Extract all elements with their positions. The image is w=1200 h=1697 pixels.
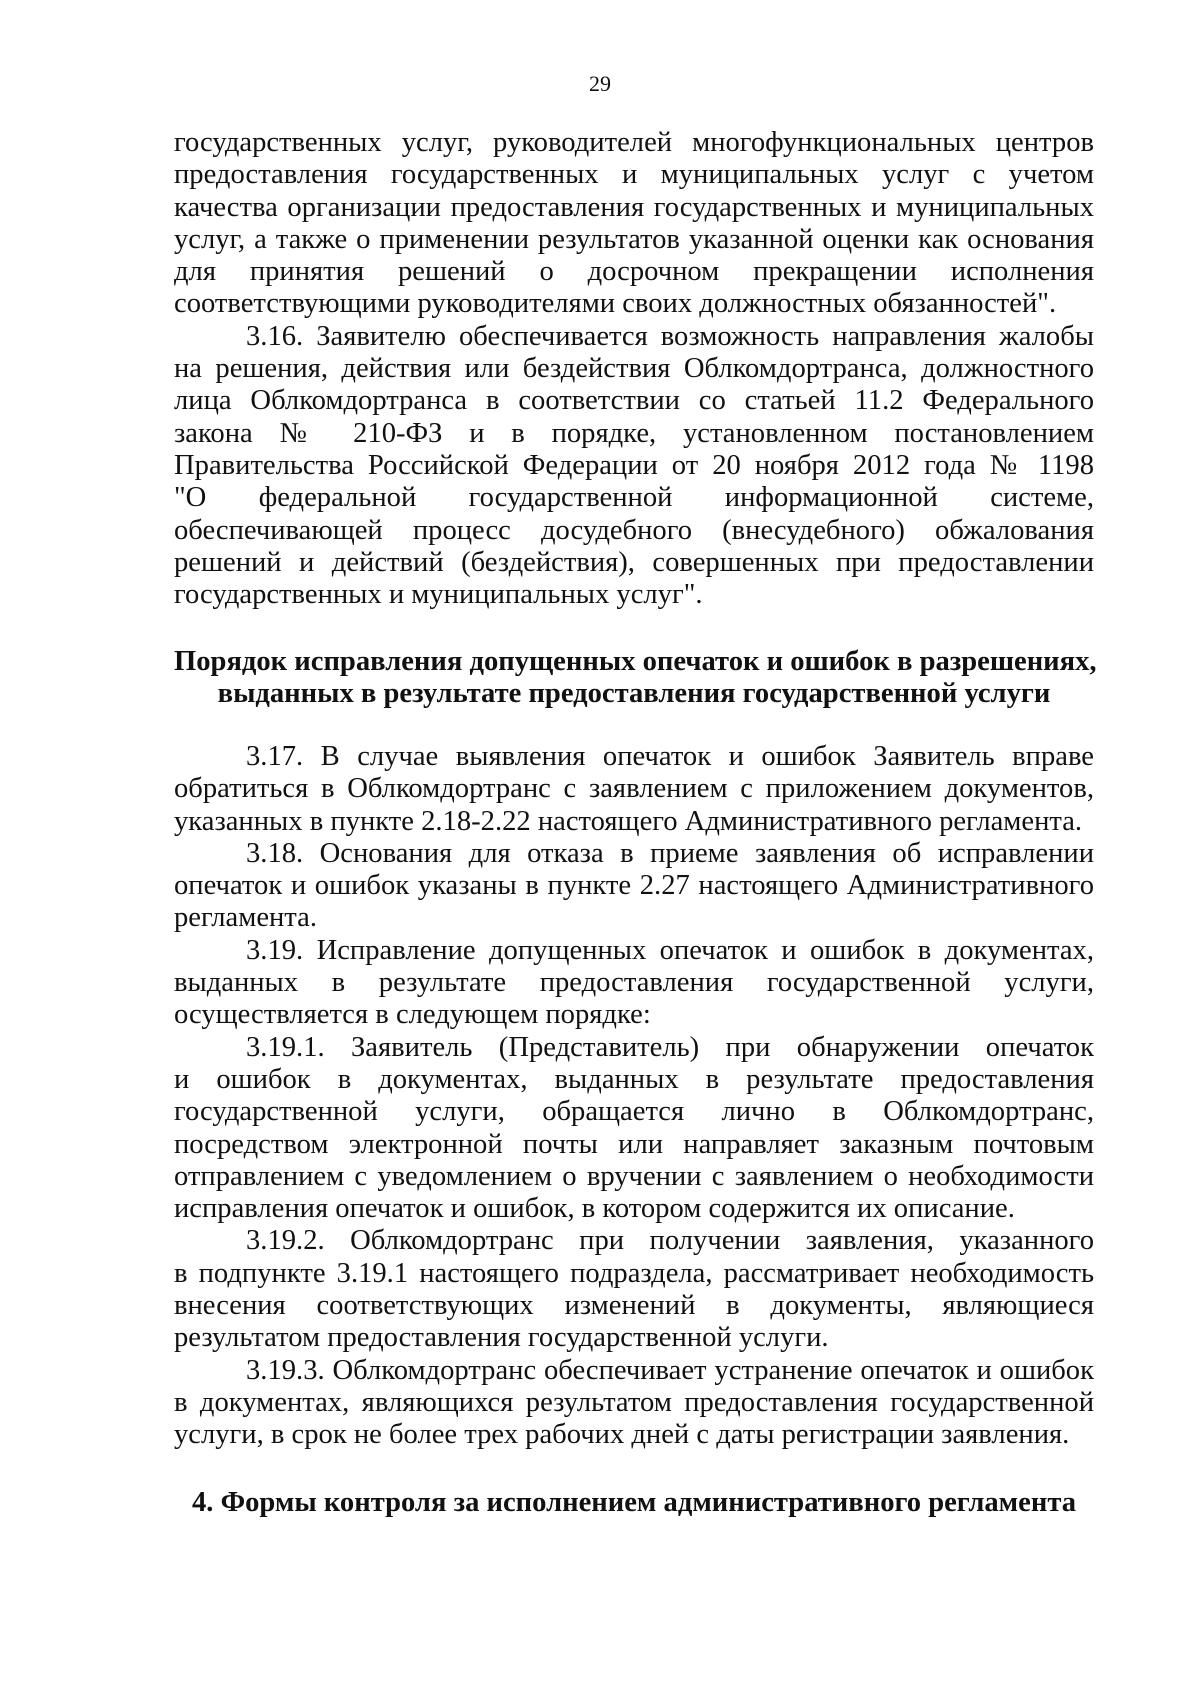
text-line: опечаток и ошибок указаны в пункте 2.27 настоящего Административного (174, 870, 1094, 902)
paragraph-start-3-18: 3.18. Основания для отказа в приеме заявления об исправлении (246, 837, 1094, 869)
text-line: выданных в результате предоставления государственной услуги, (174, 967, 1094, 999)
text-line: закона № 210-ФЗ и в порядке, установленном постановлением (174, 417, 1094, 449)
text-line: осуществляется в следующем порядке: (174, 999, 651, 1031)
text-line: услуги, в срок не более трех рабочих дней с даты регистрации заявления. (174, 1419, 1070, 1451)
page-number: 29 (589, 71, 611, 96)
text-line: услуг, а также о применении результатов указанной оценки как основания (174, 223, 1094, 255)
text-line: и ошибок в документах, выданных в результате предоставления (174, 1063, 1094, 1095)
text-line: результатом предоставления государственной услуги. (174, 1322, 829, 1354)
paragraph-start-3-19-2: 3.19.2. Облкомдортранс при получении заявления, указанного (246, 1225, 1094, 1257)
text-line: государственных и муниципальных услуг". (174, 579, 703, 611)
paragraph-start-3-19: 3.19. Исправление допущенных опечаток и ошибок в документах, (246, 934, 1094, 966)
text-line: внесения соответствующих изменений в документы, являющиеся (174, 1290, 1094, 1322)
text-line: Правительства Российской Федерации от 20 ноября 2012 года № 1198 (174, 449, 1094, 481)
text-line: государственных услуг, руководителей многофункциональных центров (174, 127, 1094, 158)
text-line: на решения, действия или бездействия Облкомдортранса, должностного (174, 353, 1094, 385)
text-line: в подпункте 3.19.1 настоящего подраздела, рассматривает необходимость (174, 1257, 1094, 1289)
text-line: исправления опечаток и ошибок, в котором содержится их описание. (174, 1193, 1015, 1225)
text-line: обеспечивающей процесс досудебного (внесудебного) обжалования (174, 514, 1094, 546)
body-text-block-2 (174, 741, 1094, 1452)
text-line: отправлением с уведомлением о вручении с заявлением о необходимости (174, 1160, 1094, 1192)
body-text-block-1 (174, 127, 1094, 611)
paragraph-start-3-16: 3.16. Заявителю обеспечивается возможность направления жалобы (246, 320, 1094, 352)
paragraph-start-3-19-3: 3.19.3. Облкомдортранс обеспечивает устранение опечаток и ошибок (246, 1354, 1094, 1386)
text-line: решений и действий (бездействия), совершенных при предоставлении (174, 546, 1094, 578)
section-heading-corrections (174, 646, 1097, 711)
section-heading-4 (174, 1487, 1094, 1519)
paragraph-start-3-19-1: 3.19.1. Заявитель (Представитель) при обнаружении опечаток (246, 1031, 1094, 1063)
heading-line: 4. Формы контроля за исполнением административного регламента (191, 1487, 1077, 1518)
text-line: обратиться в Облкомдортранс с заявлением с приложением документов, (174, 773, 1094, 805)
paragraph-start-3-17: 3.17. В случае выявления опечаток и ошибок Заявитель вправе (246, 741, 1094, 772)
text-line: "О федеральной государственной информационной системе, (174, 482, 1094, 514)
text-line: для принятия решений о досрочном прекращении исполнения (174, 256, 1094, 288)
text-line: государственной услуги, обращается лично в Облкомдортранс, (174, 1096, 1094, 1128)
text-line: качества организации предоставления государственных и муниципальных (174, 191, 1094, 223)
text-line: в документах, являющихся результатом предоставления государственной (174, 1386, 1094, 1418)
text-line: регламента. (174, 902, 317, 934)
text-line: предоставления государственных и муниципальных услуг с учетом (174, 159, 1094, 191)
heading-line: Порядок исправления допущенных опечаток и ошибок в разрешениях, (174, 646, 1097, 677)
text-line: посредством электронной почты или направляет заказным почтовым (174, 1128, 1094, 1160)
text-line: лица Облкомдортранса в соответствии со статьей 11.2 Федерального (174, 385, 1094, 417)
text-line: указанных в пункте 2.18-2.22 настоящего Административного регламента. (174, 805, 1083, 837)
heading-line: выданных в результате предоставления государственной услуги (217, 678, 1051, 710)
text-line: соответствующими руководителями своих должностных обязанностей". (174, 288, 1057, 320)
